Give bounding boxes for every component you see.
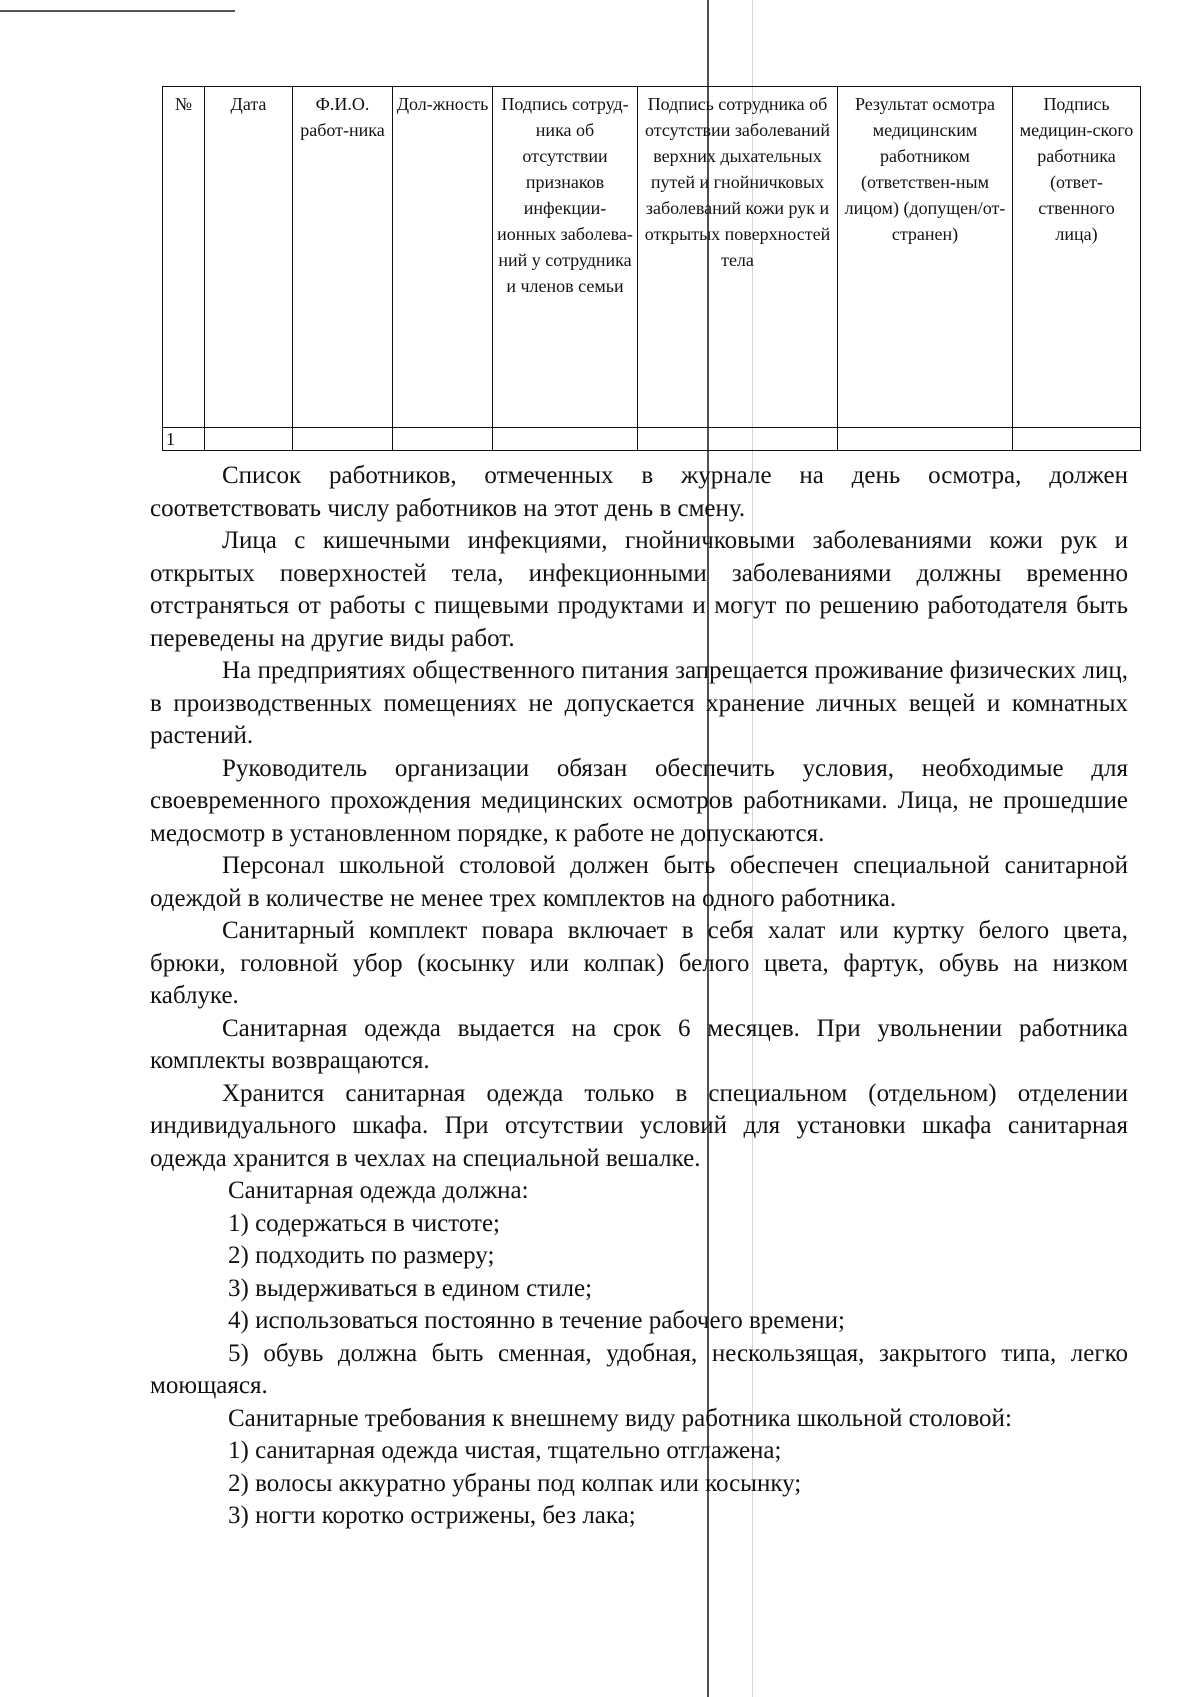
- paragraph-infection-suspension: Лица с кишечными инфекциями, гнойничковыми заболеваниями кожи рук и открытых поверхностей тела, инфекционными заболеваниями должны временно отстраняться от работы с пищевыми продуктами и могут по решению работодателя быть переведены на другие виды работ.: [150, 527, 1128, 652]
- header-position: Дол-жность: [393, 87, 493, 428]
- clothing-requirements-intro: Санитарная одежда должна:: [228, 1177, 529, 1204]
- table-row: [163, 428, 1141, 451]
- table-cell: [293, 428, 393, 451]
- scan-artifact-line: [0, 10, 235, 12]
- list-item: 1) содержаться в чистоте;: [228, 1209, 500, 1237]
- table-cell: [1013, 428, 1141, 451]
- header-infection-signature: Подпись сотруд-ника об отсутствии признаков инфекции-ионных заболева-ний у сотрудника и членов семьи: [493, 87, 638, 428]
- table-cell: [493, 428, 638, 451]
- list-item: 4) использоваться постоянно в течение рабочего времени;: [228, 1307, 845, 1334]
- paragraph-clothing-term: Санитарная одежда выдается на срок 6 месяцев. При увольнении работника комплекты возвращаются.: [150, 1014, 1128, 1074]
- list-item: 2) подходить по размеру;: [228, 1242, 495, 1269]
- table-cell: [838, 428, 1013, 451]
- header-full-name: Ф.И.О. работ-ника: [293, 87, 393, 428]
- header-exam-result: Результат осмотра медицинским работником (ответствен-ным лицом) (допущен/от-странен): [838, 87, 1013, 428]
- list-item: 2) волосы аккуратно убраны под колпак или косынку;: [228, 1469, 802, 1497]
- list-item: 1) санитарная одежда чистая, тщательно отглажена;: [228, 1437, 782, 1464]
- header-date: Дата: [205, 87, 293, 428]
- paragraph-clothing-storage: Хранится санитарная одежда только в специальном (отдельном) отделении индивидуального шкафа. При отсутствии условий для установки шкафа санитарная одежда хранится в чехлах на специальной вешалке.: [150, 1079, 1128, 1172]
- examination-journal-table: [162, 86, 1141, 451]
- table-cell: [205, 428, 293, 451]
- list-item: 5) обувь должна быть сменная, удобная, нескользящая, закрытого типа, легко моющаяся.: [150, 1339, 1128, 1399]
- list-item: 3) ногти коротко острижены, без лака;: [228, 1502, 636, 1529]
- table-cell: 1: [163, 428, 205, 451]
- header-medic-signature: Подпись медицин-ского работника (ответ-ственного лица): [1013, 87, 1141, 428]
- paragraph-manager-duty: Руководитель организации обязан обеспечить условия, необходимые для своевременного прохождения медицинских осмотров работниками. Лица, не прошедшие медосмотр в установленном порядке, к работе не допускаются.: [150, 754, 1128, 847]
- paragraph-cook-kit: Санитарный комплект повара включает в себя халат или куртку белого цвета, брюки, головной убор (косынку или колпак) белого цвета, фартук, обувь на низком каблуке.: [150, 917, 1128, 1009]
- table-cell: [638, 428, 838, 451]
- table-cell: [393, 428, 493, 451]
- appearance-requirements-intro: Санитарные требования к внешнему виду работника школьной столовой:: [228, 1404, 1012, 1432]
- header-number: №: [163, 87, 205, 428]
- paragraph-staff-list: Список работников, отмеченных в журнале на день осмотра, должен соответствовать числу работников на этот день в смену.: [150, 462, 1128, 522]
- document-body: [150, 460, 1128, 1533]
- list-item: 3) выдерживаться в едином стиле;: [228, 1274, 593, 1302]
- table-header-row: [163, 87, 1141, 428]
- paragraph-staff-clothing: Персонал школьной столовой должен быть обеспечен специальной санитарной одеждой в количестве не менее трех комплектов на одного работника.: [150, 852, 1128, 912]
- paragraph-premises-restrictions: На предприятиях общественного питания запрещается проживание физических лиц, в производственных помещениях не допускается хранение личных вещей и комнатных растений.: [150, 657, 1128, 749]
- header-respiratory-skin-signature: Подпись сотрудника об отсутствии заболеваний верхних дыхательных путей и гнойничковых заболеваний кожи рук и открытых поверхностей тела: [638, 87, 838, 428]
